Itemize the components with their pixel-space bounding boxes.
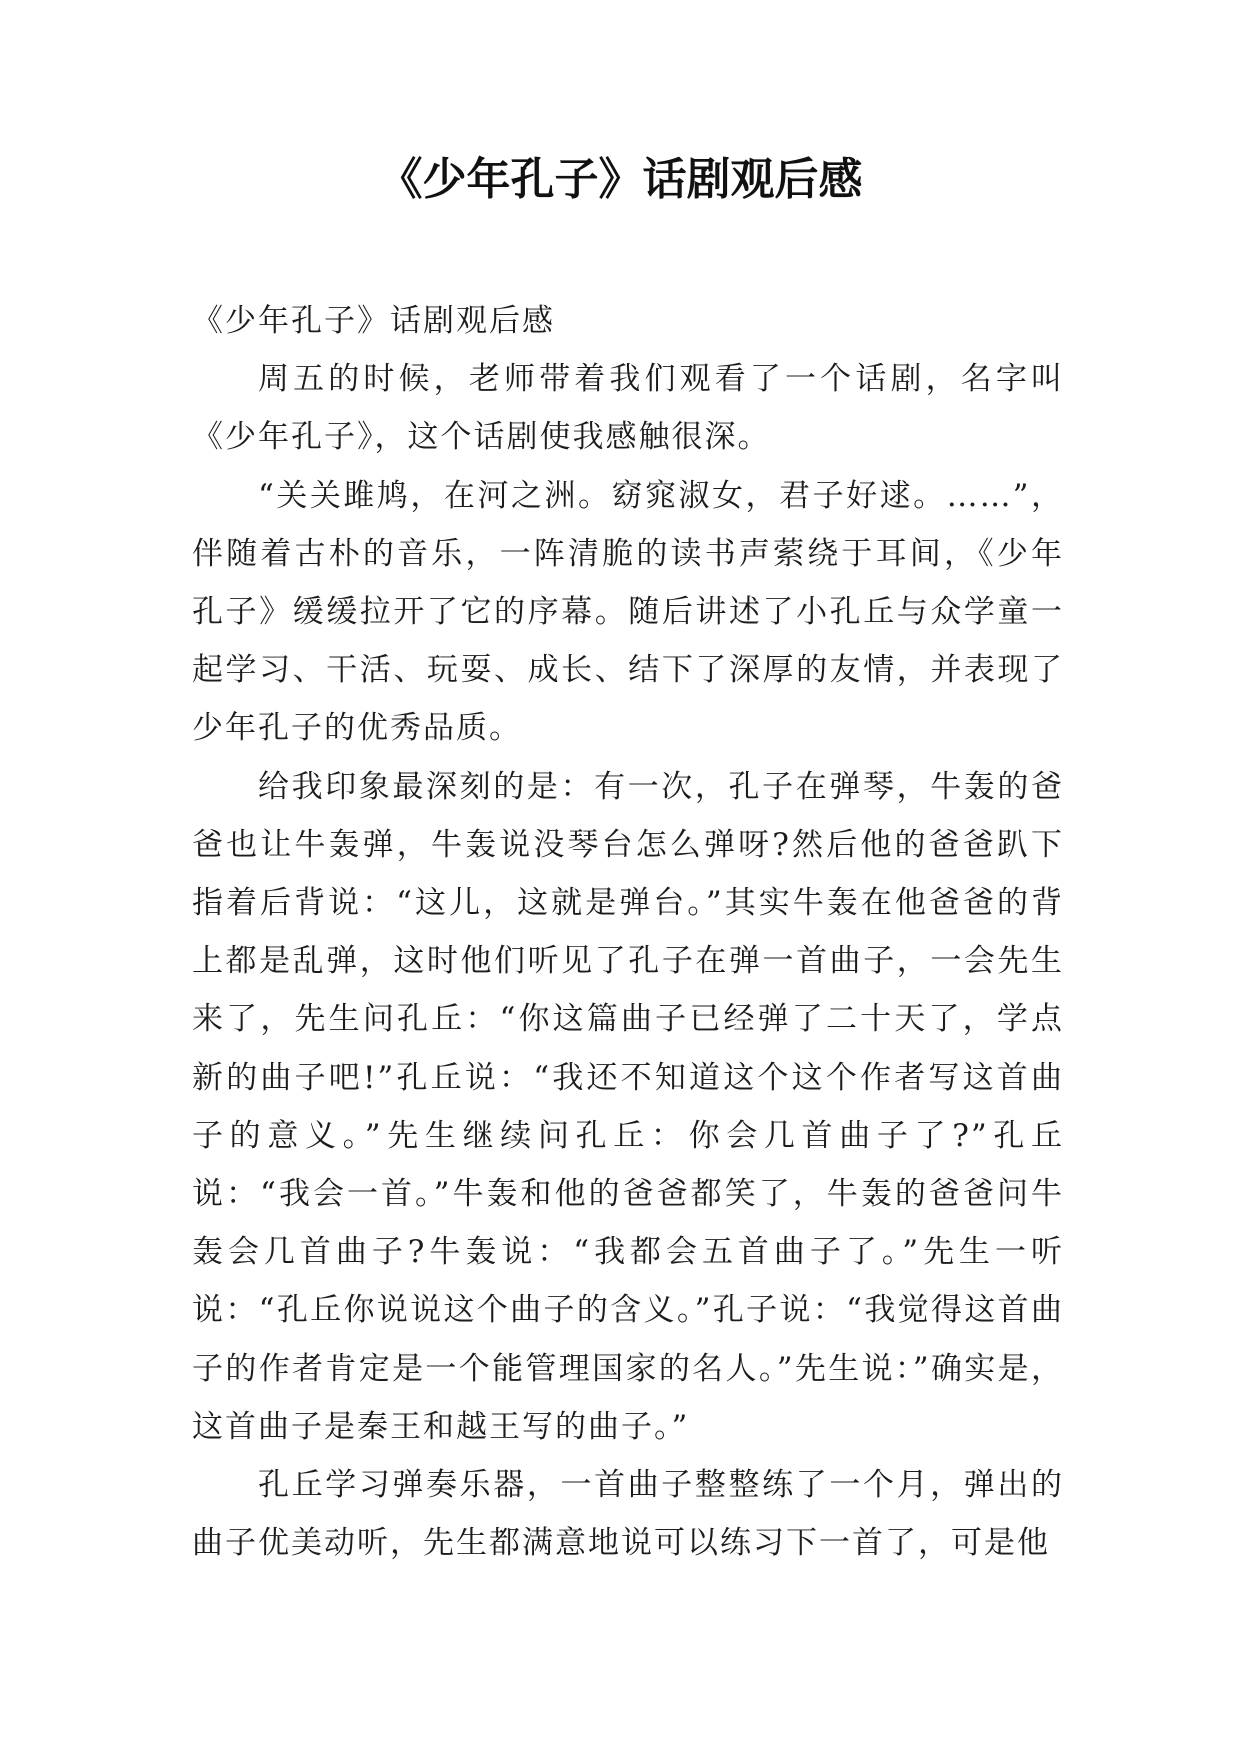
document-body	[192, 292, 1064, 1572]
paragraph: 孔丘学习弹奏乐器，一首曲子整整练了一个月，弹出的曲子优美动听，先生都满意地说可以练习下一首了，可是他	[192, 1467, 1064, 1562]
paragraph: “关关雎鸠，在河之洲。窈窕淑女，君子好逑。……”，伴随着古朴的音乐，一阵清脆的读书声萦绕于耳间，《少年孔子》缓缓拉开了它的序幕。随后讲述了小孔丘与众学童一起学习、干活、玩耍、成长、结下了深厚的友情，并表现了少年孔子的优秀品质。	[192, 477, 1064, 747]
paragraph-subtitle: 《少年孔子》话剧观后感	[192, 303, 555, 339]
paragraph: 周五的时候，老师带着我们观看了一个话剧，名字叫《少年孔子》，这个话剧使我感触很深。	[192, 361, 1064, 456]
paragraph: 给我印象最深刻的是：有一次，孔子在弹琴，牛轰的爸爸也让牛轰弹，牛轰说没琴台怎么弹呀?然后他的爸爸趴下指着后背说：“这儿，这就是弹台。”其实牛轰在他爸爸的背上都是乱弹，这时他们听见了孔子在弹一首曲子，一会先生来了，先生问孔丘：“你这篇曲子已经弹了二十天了，学点新的曲子吧!”孔丘说：“我还不知道这个这个作者写这首曲子的意义。”先生继续问孔丘：你会几首曲子了?”孔丘说：“我会一首。”牛轰和他的爸爸都笑了，牛轰的爸爸问牛轰会几首曲子?牛轰说：“我都会五首曲子了。”先生一听说：“孔丘你说说这个曲子的含义。”孔子说：“我觉得这首曲子的作者肯定是一个能管理国家的名人。”先生说：”确实是，这首曲子是秦王和越王写的曲子。”	[192, 768, 1064, 1445]
document-title: 《少年孔子》话剧观后感	[378, 154, 863, 205]
